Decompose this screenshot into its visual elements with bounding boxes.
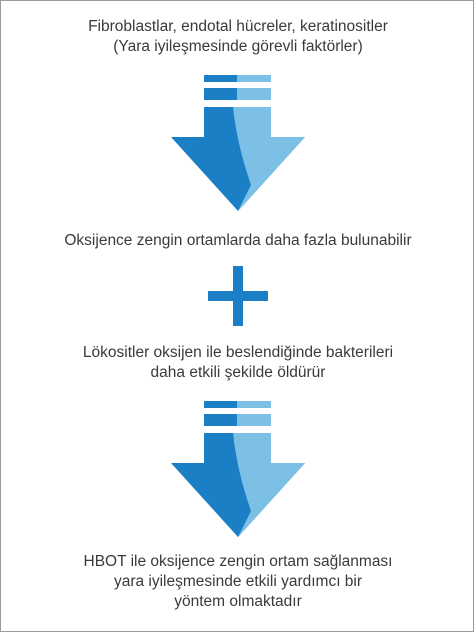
step-1-text [1,17,474,57]
plus-icon [208,266,268,326]
step-2-line-1: Oksijence zengin ortamlarda daha fazla bulunabilir [64,232,412,249]
step-4-line-3: yöntem olmaktadır [174,593,302,610]
step-3-line-2: daha etkili şekilde öldürür [150,364,326,381]
step-4-line-1: HBOT ile oksijence zengin ortam sağlanması [83,553,393,570]
down-arrow-icon [171,75,305,215]
step-1-line-1: Fibroblastlar, endotal hücreler, keratinositler [88,18,388,35]
step-4-line-2: yara iyileşmesinde etkili yardımcı bir [113,573,363,590]
step-4-text [1,552,474,612]
down-arrow-icon [171,401,305,541]
step-3-line-1: Lökositler oksijen ile beslendiğinde bakterileri [82,344,394,361]
step-1-line-2: (Yara iyileşmesinde görevli faktörler) [113,38,363,55]
step-3-text [1,343,474,383]
step-2-text [1,231,474,251]
